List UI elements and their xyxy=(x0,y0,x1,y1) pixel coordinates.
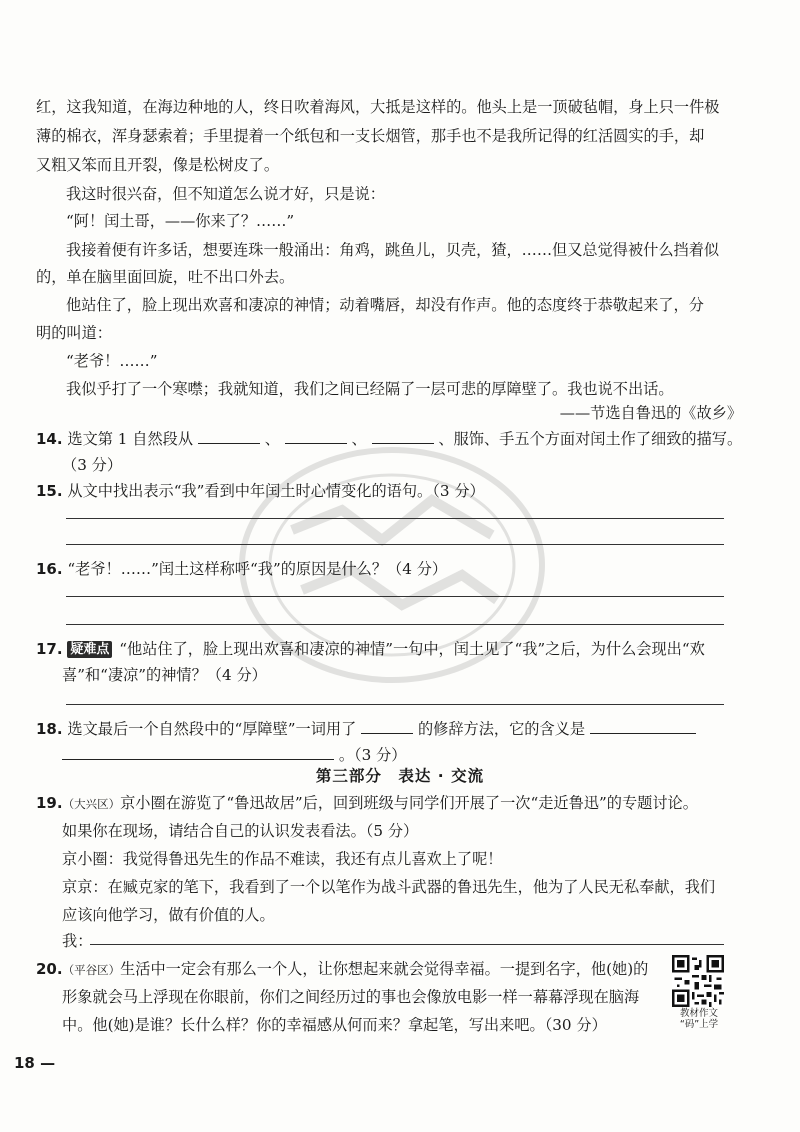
passage-line: “老爷！……” xyxy=(66,352,158,370)
question-text: 、服饰、手五个方面对闰土作了细致的描写。 xyxy=(438,430,743,448)
answer-line[interactable] xyxy=(66,704,724,705)
answer-blank[interactable] xyxy=(285,427,347,444)
question-number: 18. xyxy=(36,720,63,738)
qr-caption-line: “码”上学 xyxy=(679,1019,719,1030)
question-text: “他站住了，脸上现出欢喜和凄凉的神情”一句中，闰土见了“我”之后，为什么会现出“欢 xyxy=(119,640,705,658)
qr-caption-line: 教材作文 xyxy=(679,1008,718,1019)
question-number: 16. xyxy=(36,560,63,578)
answer-line[interactable] xyxy=(66,624,724,625)
question-text: 如果你在现场，请结合自己的认识发表看法。（5 分） xyxy=(62,822,419,840)
question-17 xyxy=(36,636,766,662)
passage-source: ——节选自鲁迅的《故乡》 xyxy=(559,404,742,422)
answer-blank[interactable] xyxy=(198,427,260,444)
question-text: 选文最后一个自然段中的“厚障壁”一词用了 xyxy=(67,720,357,738)
question-number: 14. xyxy=(36,430,63,448)
page-number-value: 18 xyxy=(14,1054,35,1072)
answer-line[interactable] xyxy=(90,944,724,945)
section-heading: 第三部分 表达 · 交流 xyxy=(315,767,485,785)
question-text: 从文中找出表示“我”看到中年闰土时心情变化的语句。（3 分） xyxy=(67,482,485,500)
answer-line[interactable] xyxy=(66,596,724,597)
passage-line: 的，单在脑里面回旋，吐不出口外去。 xyxy=(36,268,295,286)
question-number: 19. xyxy=(36,794,63,812)
difficulty-badge: 疑难点 xyxy=(67,641,112,658)
passage-line: 又粗又笨而且开裂，像是松树皮了。 xyxy=(36,156,279,174)
question-text: 京小圈在游览了“鲁迅故居”后，回到班级与同学们开展了一次“走近鲁迅”的专题讨论。 xyxy=(120,794,698,812)
passage-line: 明的叫道： xyxy=(36,324,112,342)
question-text: 生活中一定会有那么一个人，让你想起来就会觉得幸福。一提到名字，他(她)的 xyxy=(120,960,649,978)
question-18 xyxy=(36,716,766,742)
question-15 xyxy=(36,478,766,504)
question-text: 的修辞方法，它的含义是 xyxy=(417,720,586,738)
question-text: 。（3 分） xyxy=(338,746,407,764)
page-number-dash: — xyxy=(34,1054,56,1072)
question-text: “老爷！……”闰土这样称呼“我”的原因是什么？（4 分） xyxy=(67,560,448,578)
answer-blank[interactable] xyxy=(590,717,696,734)
separator: 、 xyxy=(351,430,367,448)
qr-code-icon[interactable] xyxy=(672,955,724,1007)
passage-line: 我这时很兴奋，但不知道怎么说才好，只是说： xyxy=(66,185,385,203)
passage-line: 他站住了，脸上现出欢喜和凄凉的神情；动着嘴唇，却没有作声。他的态度终于恭敬起来了，分 xyxy=(66,296,704,314)
region-tag: （大兴区） xyxy=(62,797,121,811)
question-text: 喜”和“凄凉”的神情？（4 分） xyxy=(62,666,267,684)
question-number: 15. xyxy=(36,482,63,500)
passage-line: 我接着便有许多话，想要连珠一般涌出：角鸡，跳鱼儿，贝壳，猹，……但又总觉得被什么挡着似 xyxy=(66,241,720,259)
question-16 xyxy=(36,556,766,582)
question-text: 中。他(她)是谁？长什么样？你的幸福感从何而来？拿起笔，写出来吧。（30 分） xyxy=(62,1016,607,1034)
dialogue-line: 京京：在臧克家的笔下，我看到了一个以笔作为战斗武器的鲁迅先生，他为了人民无私奉献，我们 xyxy=(62,878,716,896)
answer-blank[interactable] xyxy=(62,743,334,760)
passage-line: 我似乎打了一个寒噤；我就知道，我们之间已经隔了一层可悲的厚障壁了。我也说不出话。 xyxy=(66,380,674,398)
answer-prompt: 我： xyxy=(62,932,93,950)
answer-line[interactable] xyxy=(66,544,724,545)
dialogue-line: 京小圈：我觉得鲁迅先生的作品不难读，我还有点儿喜欢上了呢！ xyxy=(62,850,503,868)
answer-line[interactable] xyxy=(66,518,724,519)
question-14 xyxy=(36,426,766,452)
passage-line: 红，这我知道，在海边种地的人，终日吹着海风，大抵是这样的。他头上是一顶破毡帽，身上只一件极 xyxy=(36,98,720,116)
passage-line: 薄的棉衣，浑身瑟索着；手里提着一个纸包和一支长烟管，那手也不是我所记得的红活圆实的手，却 xyxy=(36,127,705,145)
question-text: 选文第 1 自然段从 xyxy=(67,430,194,448)
separator: 、 xyxy=(264,430,280,448)
question-number: 20. xyxy=(36,960,63,978)
page-number xyxy=(14,1054,55,1072)
question-number: 17. xyxy=(36,640,63,658)
question-score: （3 分） xyxy=(62,456,123,474)
question-20 xyxy=(36,956,656,983)
passage-line: “阿！闰土哥，——你来了？……” xyxy=(66,212,295,230)
answer-blank[interactable] xyxy=(361,717,413,734)
answer-blank[interactable] xyxy=(372,427,434,444)
dialogue-line: 应该向他学习，做有价值的人。 xyxy=(62,906,275,924)
question-text: 形象就会马上浮现在你眼前，你们之间经历过的事也会像放电影一样一幕幕浮现在脑海 xyxy=(62,988,640,1006)
qr-caption xyxy=(666,1008,732,1030)
question-19 xyxy=(36,790,766,817)
region-tag: （平谷区） xyxy=(62,963,121,977)
